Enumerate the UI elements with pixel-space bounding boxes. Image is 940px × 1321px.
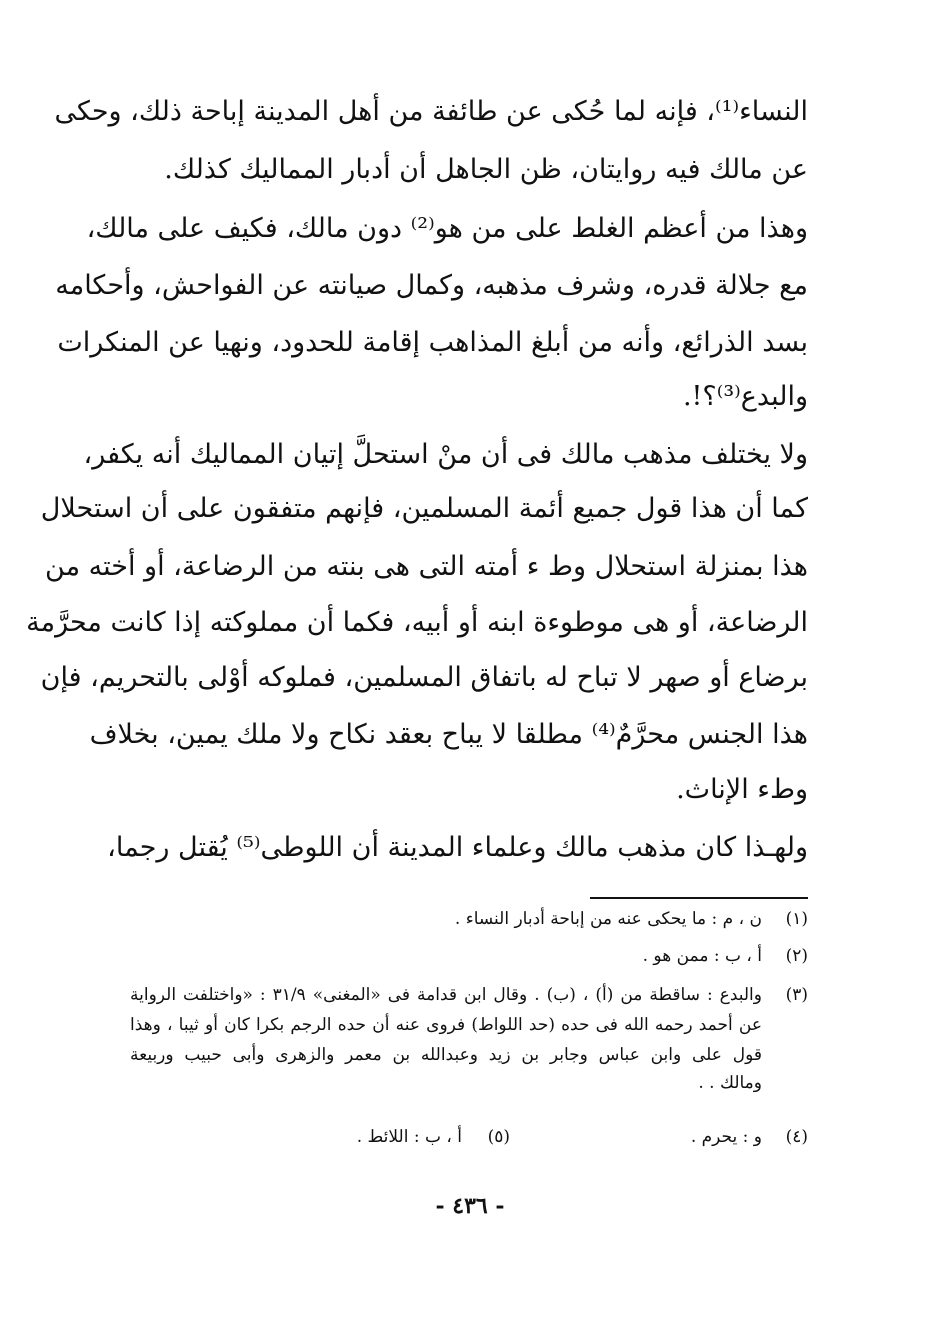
body-line: وطء الإناث. (676, 774, 808, 805)
body-line: النساء⁽¹⁾، فإنه لما حُكى عن طائفة من أهل المدينة إباحة ذلك، وحكى (54, 96, 808, 127)
footnote-separator (590, 897, 808, 899)
footnote-number: (٥) (487, 1127, 510, 1147)
footnote-text: والبدع : ساقطة من (أ) ، (ب) . وقال ابن قدامة فى «المغنى» ٣١/٩ : «واختلفت الرواية (130, 985, 762, 1005)
footnote-text: عن أحمد رحمه الله فى حده (حد اللواط) فروى عنه أن حده الرجم بكرا كان أو ثيبا ، وهذا (130, 1015, 762, 1035)
body-line: عن مالك فيه روايتان، ظن الجاهل أن أدبار المماليك كذلك. (164, 154, 808, 185)
footnote-number: (٣) (785, 985, 808, 1005)
footnote-text: و : يحرم . (690, 1127, 762, 1147)
body-line: والبدع⁽³⁾؟!. (682, 381, 808, 412)
footnote-number: (٤) (785, 1127, 808, 1147)
footnote-text: أ ، ب : ممن هو . (642, 946, 762, 966)
body-line: هذا بمنزلة استحلال وط ء أمته التى هى بنته من الرضاعة، أو أخته من (45, 551, 808, 582)
body-line: وهذا من أعظم الغلط على من هو⁽²⁾ دون مالك، فكيف على مالك، (86, 213, 808, 244)
body-line: برضاع أو صهر لا تباح له باتفاق المسلمين، فملوكه أوْلى بالتحريم، فإن (40, 662, 808, 693)
footnote-text: ن ، م : ما يحكى عنه من إباحة أدبار النساء . (454, 909, 762, 929)
footnote-text: قول على وابن عباس وجابر بن زيد وعبدالله بن معمر والزهرى وأبى حبيب وربيعة (130, 1045, 762, 1065)
body-line: هذا الجنس محرَّمٌ⁽⁴⁾ مطلقا لا يباح بعقد نكاح ولا ملك يمين، بخلاف (89, 719, 808, 750)
footnote-number: (١) (785, 909, 808, 929)
footnote-text: ومالك . . (698, 1073, 762, 1093)
footnote-text: أ ، ب : اللائط . (356, 1127, 462, 1147)
page-number: - ٤٣٦ - (435, 1193, 505, 1219)
footnote-number: (٢) (785, 946, 808, 966)
body-line: ولا يختلف مذهب مالك فى أن منْ استحلَّ إتيان المماليك أنه يكفر، (83, 439, 808, 470)
body-line: بسد الذرائع، وأنه من أبلغ المذاهب إقامة للحدود، ونهيا عن المنكرات (57, 327, 808, 358)
body-line: الرضاعة، أو هى موطوءة ابنه أو أبيه، فكما أن مملوكته إذا كانت محرَّمة (26, 607, 808, 638)
body-line: ولهـذا كان مذهب مالك وعلماء المدينة أن اللوطى⁽⁵⁾ يُقتل رجما، (107, 832, 808, 863)
body-line: مع جلالة قدره، وشرف مذهبه، وكمال صيانته عن الفواحش، وأحكامه (55, 270, 808, 301)
body-line: كما أن هذا قول جميع أئمة المسلمين، فإنهم متفقون على أن استحلال (40, 493, 808, 524)
